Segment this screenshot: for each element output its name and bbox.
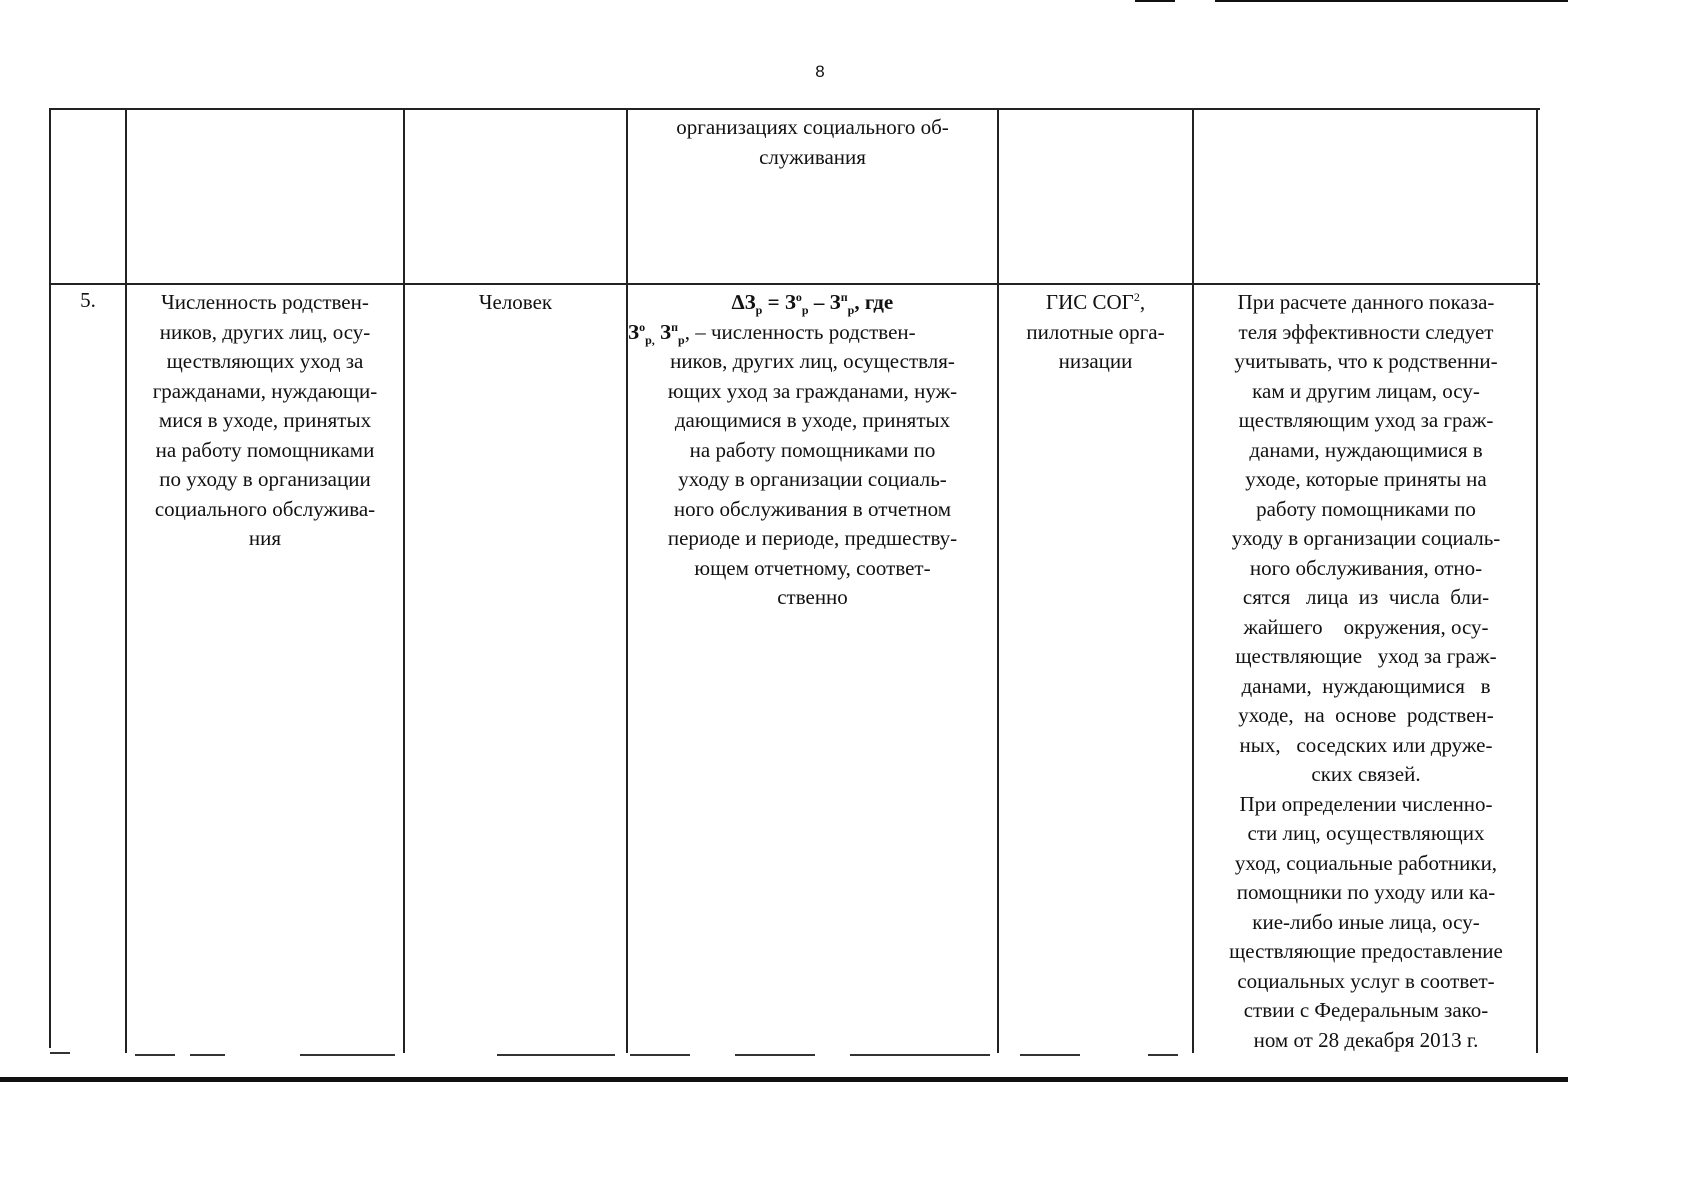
name-line: гражданами, нуждающи- bbox=[152, 378, 378, 403]
method-line: ников, других лиц, осуществля- bbox=[670, 349, 955, 373]
bottom-line-fragment bbox=[50, 1052, 70, 1054]
bottom-line-fragment bbox=[1148, 1054, 1178, 1056]
source-main: ГИС СОГ$^2$, bbox=[1045, 290, 1146, 314]
note-line: учитывать, что к родственни- bbox=[1234, 349, 1498, 373]
bottom-line-fragment bbox=[1020, 1054, 1080, 1056]
note-line: уходу в организации социаль- bbox=[1231, 526, 1501, 550]
note-line: данами, нуждающимися в bbox=[1249, 437, 1483, 462]
method-cell bbox=[628, 288, 997, 613]
name-line: мися в уходе, принятых bbox=[158, 408, 372, 432]
note-line: уходе, на основе родствен- bbox=[1238, 703, 1494, 727]
note-line: ном от 28 декабря 2013 г. bbox=[1253, 1027, 1479, 1052]
footnote-ref: 2 bbox=[1133, 290, 1140, 304]
table-top-border bbox=[50, 108, 1540, 110]
page-number: 8 bbox=[815, 62, 825, 81]
row-number bbox=[51, 286, 125, 316]
note-line: ствии с Федеральным зако- bbox=[1243, 998, 1489, 1022]
continued-method-cell bbox=[628, 113, 997, 172]
note-line: ществляющие предоставление bbox=[1229, 939, 1503, 963]
note-line: кам и другим лицам, осу- bbox=[1252, 378, 1480, 403]
col-border-1 bbox=[125, 108, 127, 1053]
notes-cell bbox=[1194, 288, 1538, 1055]
row-divider bbox=[50, 283, 1540, 285]
unit-cell bbox=[405, 288, 626, 318]
method-line: дающимися в уходе, принятых bbox=[674, 408, 951, 432]
formula-line: $\Delta З_р = З^о_р - З^п_р$, где bbox=[731, 290, 894, 318]
name-line: на работу помощниками bbox=[155, 437, 375, 462]
method-line: ного обслуживания в отчетном bbox=[673, 496, 952, 521]
note-line: сти лиц, осуществляющих bbox=[1247, 821, 1485, 845]
source-line: пилотные орга- bbox=[1026, 319, 1165, 344]
bottom-line-fragment bbox=[135, 1054, 175, 1056]
source-cell bbox=[999, 288, 1192, 377]
col-border-4 bbox=[997, 108, 999, 1053]
note-line: ного обслуживания, отно- bbox=[1249, 555, 1483, 580]
note-line: ществляющим уход за граж- bbox=[1238, 408, 1494, 432]
note-line: ных, соседских или друже- bbox=[1239, 732, 1493, 757]
note-line: помощники по уходу или ка- bbox=[1236, 880, 1496, 904]
note-line: уходе, которые приняты на bbox=[1245, 467, 1487, 491]
col-border-0 bbox=[49, 108, 51, 1048]
method-line: ющих уход за гражданами, нуж- bbox=[667, 378, 958, 403]
note-line: кие-либо иные лица, осу- bbox=[1252, 909, 1480, 934]
bottom-line-fragment bbox=[190, 1054, 225, 1056]
note-line: ских связей. bbox=[1311, 762, 1421, 786]
bottom-line-fragment bbox=[735, 1054, 815, 1056]
method-line: уходу в организации социаль- bbox=[678, 467, 947, 491]
scan-edge-top-right-2 bbox=[1215, 0, 1568, 2]
note-line: сятся лица из числа бли- bbox=[1242, 585, 1490, 609]
method-line: ющем отчетному, соответ- bbox=[694, 555, 931, 580]
method-line: на работу помощниками по bbox=[689, 437, 936, 462]
note-line: теля эффективности следует bbox=[1238, 319, 1494, 344]
method-line: служивания bbox=[759, 144, 866, 169]
name-line: Численность родствен- bbox=[161, 290, 369, 314]
note-line: жайшего окружения, осу- bbox=[1243, 614, 1489, 639]
note-line: данами, нуждающимися в bbox=[1241, 673, 1491, 698]
note-line: При расчете данного показа- bbox=[1237, 290, 1495, 314]
bottom-line-fragment bbox=[850, 1054, 990, 1056]
scan-edge-top-right-1 bbox=[1135, 0, 1175, 2]
note-line: уход, социальные работники, bbox=[1234, 850, 1498, 875]
row-number-text: 5. bbox=[80, 288, 96, 312]
bottom-line-fragment bbox=[497, 1054, 615, 1056]
source-line: низации bbox=[1058, 349, 1133, 373]
unit-text: Человек bbox=[478, 290, 553, 314]
indicator-name-cell bbox=[127, 288, 403, 554]
name-line: по уходу в организации bbox=[159, 467, 371, 491]
name-line: ния bbox=[248, 526, 282, 550]
method-line: организациях социального об- bbox=[676, 115, 949, 139]
note-line: При определении численно- bbox=[1239, 791, 1493, 816]
name-line: ществляющих уход за bbox=[166, 349, 364, 373]
name-line: ников, других лиц, осу- bbox=[159, 319, 371, 344]
col-border-2 bbox=[403, 108, 405, 1053]
method-line: ственно bbox=[777, 585, 848, 609]
note-line: работу помощниками по bbox=[1256, 496, 1476, 521]
scan-edge-bottom bbox=[0, 1077, 1568, 1082]
definition-line: $З^о_{р,}$ $З^п_р$, – численность родствен- bbox=[628, 319, 916, 347]
bottom-line-fragment bbox=[630, 1054, 690, 1056]
note-line: социальных услуг в соответ- bbox=[1237, 968, 1495, 993]
name-line: социального обслужива- bbox=[154, 496, 376, 521]
bottom-line-fragment bbox=[300, 1054, 395, 1056]
method-line: периоде и периоде, предшеству- bbox=[667, 526, 958, 550]
note-line: ществляющие уход за граж- bbox=[1235, 644, 1497, 668]
